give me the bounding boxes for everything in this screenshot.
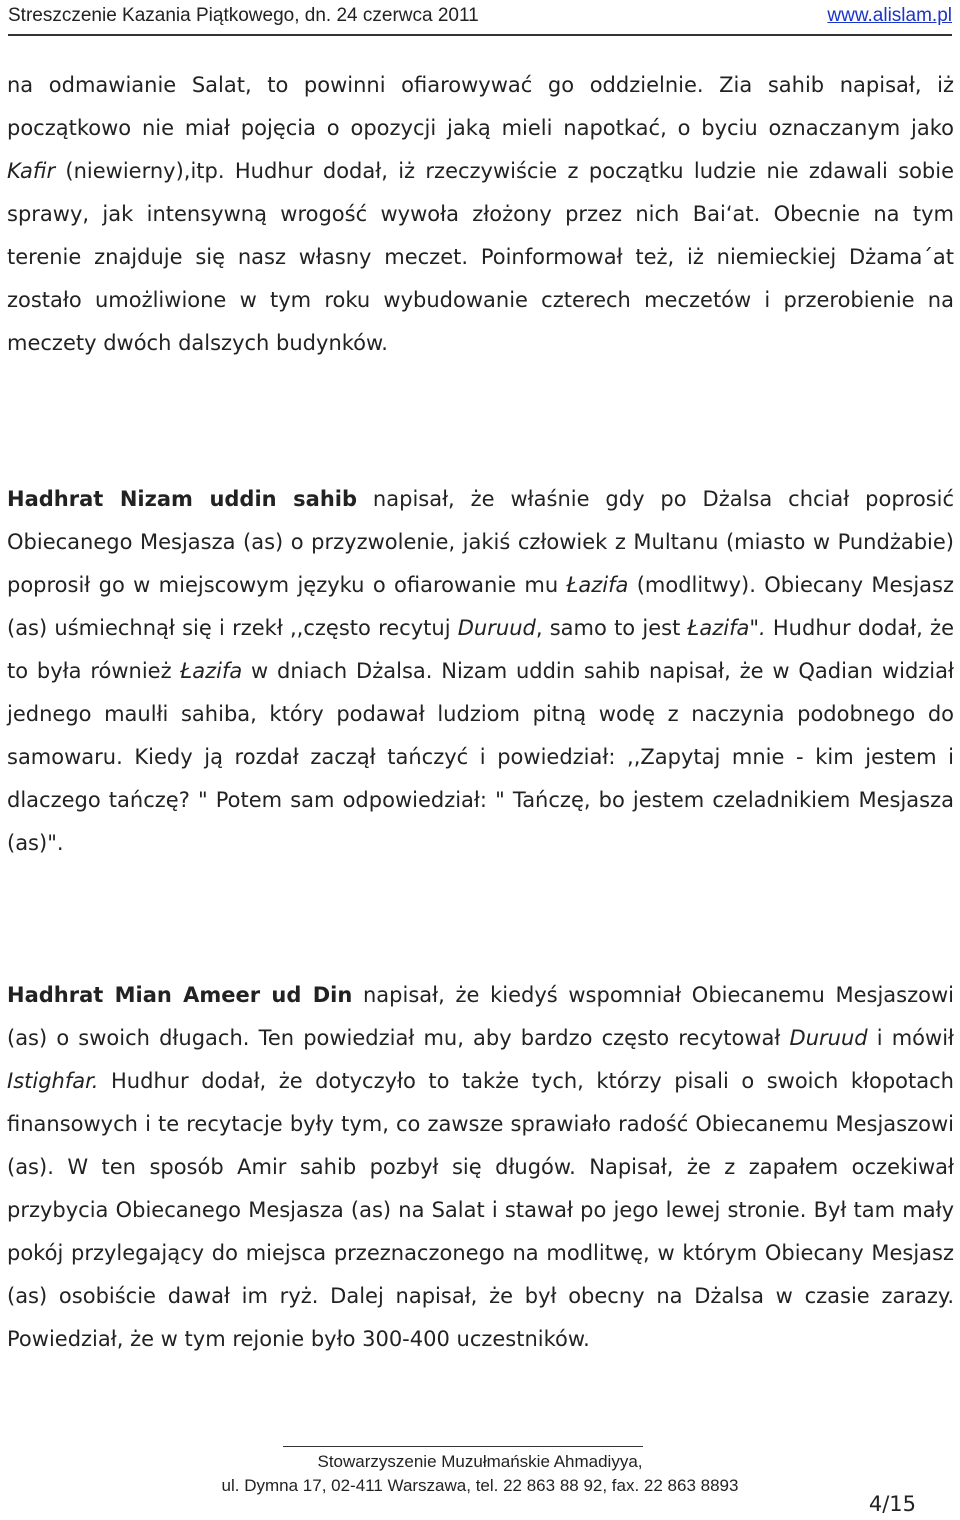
italic-term: Kafir bbox=[7, 159, 56, 183]
page-footer bbox=[0, 1450, 960, 1498]
footer-divider bbox=[283, 1446, 643, 1447]
italic-term: Łazifa bbox=[566, 573, 629, 597]
document-title: Streszczenie Kazania Piątkowego, dn. 24 czerwca 2011 bbox=[8, 5, 479, 26]
italic-term: Duruud bbox=[457, 616, 536, 640]
italic-term: Istighfar. bbox=[7, 1069, 99, 1093]
text-run: na odmawianie Salat, to powinni ofiarowywać go oddzielnie. Zia sahib napisał, iż początkowo nie miał pojęcia o opozycji jaką mieli napotkać, o byciu oznaczanym jako bbox=[7, 73, 954, 140]
text-run: Hudhur dodał, że dotyczyło to także tych, którzy pisali o swoich kłopotach finansowych i te recytacje były tym, co zawsze sprawiało radość Obiecanemu Mesjaszowi (as). W ten sposób Amir sahib pozbył się długów. Napisał, że z zapałem oczekiwał przybycia Obiecanego Mesjasza (as) na Salat i stawał po jego lewej stronie. Był tam mały pokój przylegający do miejsca przeznaczonego na modlitwę, w którym Obiecany Mesjasz (as) osobiście dawał im ryż. Dalej napisał, że był obecny na Dżalsa w czasie zarazy. Powiedział, że w tym rejonie było 300-400 uczestników. bbox=[7, 1069, 954, 1351]
footer-address: ul. Dymna 17, 02-411 Warszawa, tel. 22 863 88 92, fax. 22 863 8893 bbox=[221, 1476, 739, 1495]
text-run: (niewierny),itp. Hudhur dodał, iż rzeczywiście z początku ludzie nie zdawali sobie sprawy, jak intensywną wrogość wywoła złożony przez nich Bai‘at. Obecnie na tym terenie znajduje się nasz własny meczet. Poinformował też, iż niemieckiej Dżama´at zostało umożliwione w tym roku wybudowanie czterech meczetów i przerobienie na meczety dwóch dalszych budynków. bbox=[7, 159, 954, 355]
text-run: (modlitwy). Obiecany Mesjasz (as) uśmiechnął się i rzekł ,,często recytuj bbox=[7, 573, 955, 640]
text-run: , samo to jest bbox=[535, 616, 688, 640]
text-run: i mówił bbox=[867, 1026, 954, 1050]
paragraph-3-body bbox=[7, 983, 954, 1351]
paragraph-2-body bbox=[7, 487, 954, 855]
paragraph-1-body bbox=[7, 73, 954, 355]
text-run: Hudhur dodał, że to była również bbox=[7, 616, 954, 683]
text-run: napisał, że kiedyś wspomniał Obiecanemu Mesjaszowi (as) o swoich długach. Ten powiedział mu, aby bardzo często recytował bbox=[7, 983, 954, 1050]
paragraph-1 bbox=[7, 64, 954, 365]
text-run: napisał, że właśnie gdy po Dżalsa chciał poprosić Obiecanego Mesjasza (as) o przyzwolenie, jakiś człowiek z Multanu (miasto w Pundżabie) poprosił go w miejscowym języku o ofiarowanie mu bbox=[7, 487, 954, 597]
italic-term: Duruud bbox=[789, 1026, 868, 1050]
website-link[interactable]: www.alislam.pl bbox=[827, 5, 952, 26]
italic-term: Łazifa bbox=[180, 659, 243, 683]
paragraph-lead: Hadhrat Nizam uddin sahib bbox=[7, 487, 358, 511]
page-header bbox=[8, 0, 952, 36]
page-number: 4/15 bbox=[868, 1492, 916, 1516]
italic-term: Łazifa". bbox=[687, 616, 766, 640]
paragraph-2 bbox=[7, 478, 954, 865]
text-run: w dniach Dżalsa. Nizam uddin sahib napisał, że w Qadian widział jednego maulłi sahiba, który podawał ludziom pitną wodę z naczynia podobnego do samowaru. Kiedy ją rozdał zaczął tańczyć i powiedział: ,,Zapytaj mnie - kim jestem i dlaczego tańczę? " Potem sam odpowiedział: " Tańczę, bo jestem czeladnikiem Mesjasza (as)". bbox=[7, 659, 954, 855]
paragraph-lead: Hadhrat Mian Ameer ud Din bbox=[7, 983, 353, 1007]
footer-organization: Stowarzyszenie Muzułmańskie Ahmadiyya, bbox=[317, 1452, 643, 1471]
paragraph-3 bbox=[7, 974, 954, 1361]
